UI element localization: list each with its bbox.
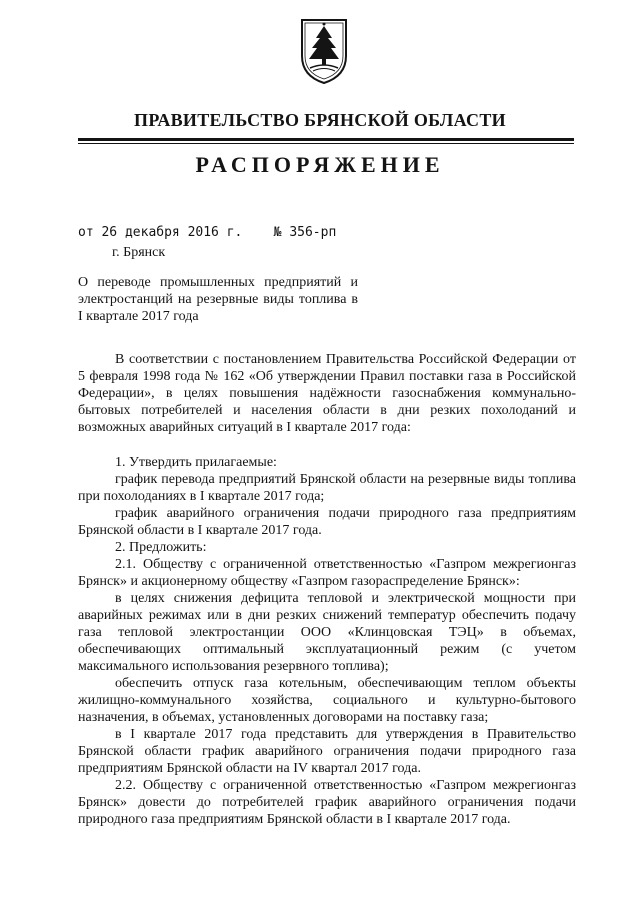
paragraph-submit-schedule: в I квартале 2017 года представить для утверждения в Правительство Брянской области график аварийного ограничения подачи природного газа предприятиям Брянской области на IV квартал 2017 года. (78, 727, 576, 776)
header-divider-thin (78, 143, 574, 144)
paragraph-item-1: 1. Утвердить прилагаемые: (115, 455, 277, 470)
document-body (78, 351, 576, 828)
paragraph-item-2-2: 2.2. Обществу с ограниченной ответственностью «Газпром межрегионгаз Брянск» довести до потребителей график аварийного ограничения подачи природного газа предприятиям Брянской области в I квартале 2017 года. (78, 778, 576, 827)
preamble-paragraph: В соответствии с постановлением Правительства Российской Федерации от 5 февраля 1998 года № 162 «Об утверждении Правил поставки газа в Российской Федерации», в целях повышения надёжности газоснабжения коммунально-бытовых потребителей и населения области в дни резких похолоданий и возможных аварийных ситуаций в I квартале 2017 года: (78, 352, 576, 435)
issue-city: г. Брянск (112, 245, 166, 260)
paragraph-boiler-supply: обеспечить отпуск газа котельным, обеспечивающим теплом объекты жилищно-коммунального хозяйства, социального и культурно-бытового назначения, в объемах, установленных договорами на поставку газа; (78, 676, 576, 725)
document-type: РАСПОРЯЖЕНИЕ (195, 152, 445, 177)
government-title: ПРАВИТЕЛЬСТВО БРЯНСКОЙ ОБЛАСТИ (134, 110, 506, 130)
date-number-line: от 26 декабря 2016 г. № 356-рп (78, 225, 337, 240)
paragraph-item-2-1: 2.1. Обществу с ограниченной ответственностью «Газпром межрегионгаз Брянск» и акционерному обществу «Газпром газораспределение Брянск»: (78, 557, 576, 589)
document-subject: О переводе промышленных предприятий и электростанций на резервные виды топлива в I квартале 2017 года (78, 275, 358, 324)
paragraph-schedule-gas-limit: график аварийного ограничения подачи природного газа предприятиям Брянской области в I квартале 2017 года. (78, 506, 576, 538)
header-divider-thick (78, 138, 574, 141)
coat-of-arms-icon (296, 16, 352, 86)
paragraph-item-2: 2. Предложить: (115, 540, 207, 555)
paragraph-chp-supply: в целях снижения дефицита тепловой и электрической мощности при аварийных режимах или в дни резких снижений температур обеспечить подачу газа тепловой электростанции ООО «Клинцовская ТЭЦ» в объемах, обеспечивающих оптимальный эксплуатационный режим (с учетом максимального использования резервного топлива); (78, 591, 576, 674)
paragraph-schedule-reserve-fuel: график перевода предприятий Брянской области на резервные виды топлива при похолоданиях в I квартале 2017 года; (78, 472, 576, 504)
